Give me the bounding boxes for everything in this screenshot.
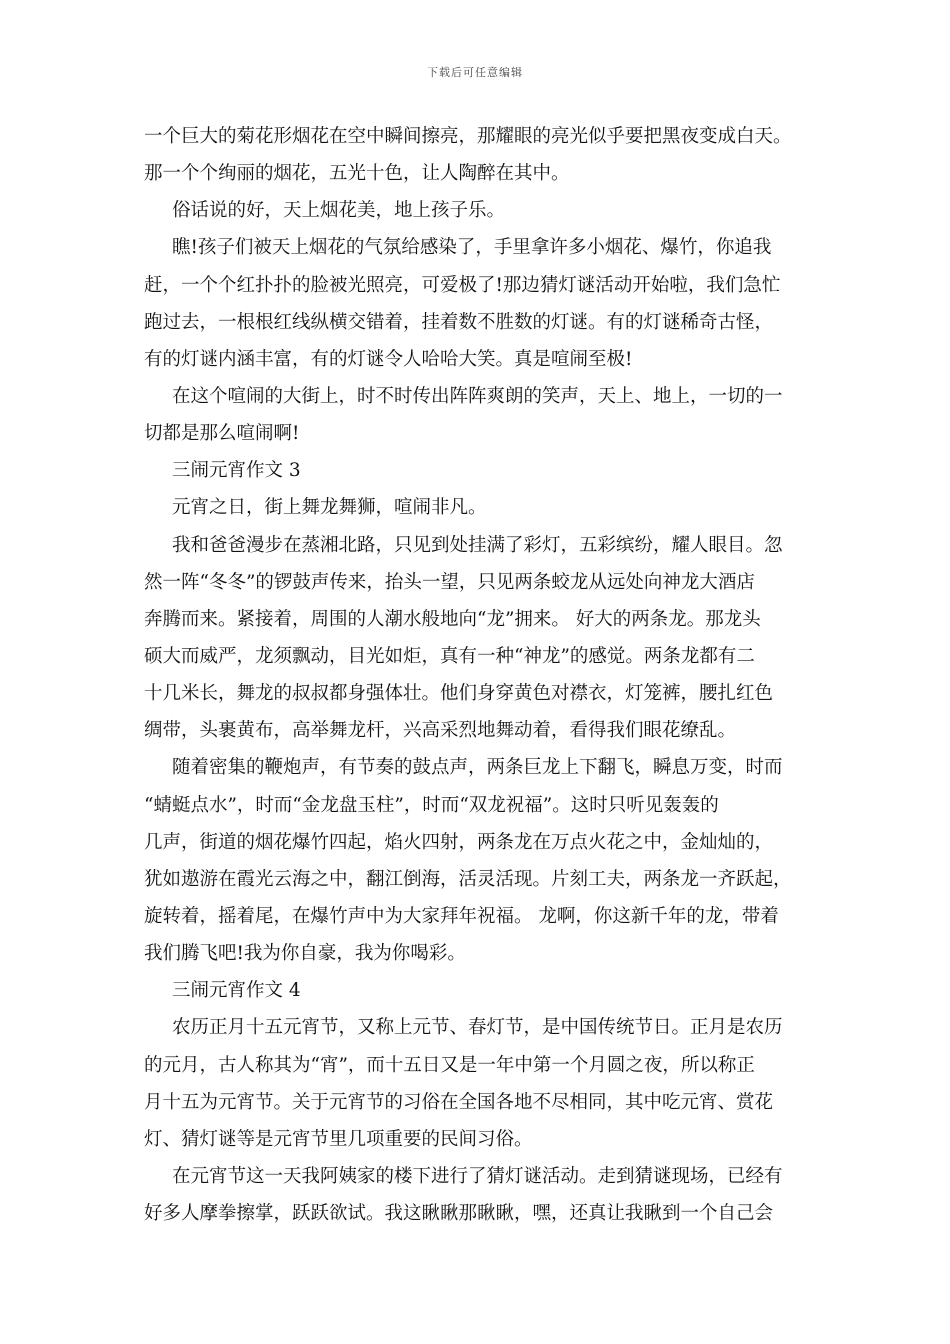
text-line: 然一阵“冬冬”的锣鼓声传来，抬头一望，只见两条蛟龙从远处向神龙大酒店: [144, 571, 755, 593]
text-line: 有的灯谜内涵丰富，有的灯谜令人哈哈大笑。真是喧闹至极!: [144, 348, 633, 370]
text-line: 灯、猜灯谜等是元宵节里几项重要的民间习俗。: [144, 1128, 533, 1150]
text-line: 绸带，头裹黄布，高举舞龙杆，兴高采烈地舞动着，看得我们眼花缭乱。: [144, 720, 737, 742]
text-line: 那一个个绚丽的烟花，五光十色，让人陶醉在其中。: [144, 163, 570, 185]
text-line: 我们腾飞吧!我为你自豪，我为你喝彩。: [144, 943, 466, 965]
text-line: 我和爸爸漫步在蒸湘北路，只见到处挂满了彩灯，五彩缤纷，耀人眼目。忽: [172, 534, 783, 556]
text-line: 瞧!孩子们被天上烟花的气氛给感染了，手里拿许多小烟花、爆竹，你追我: [172, 237, 772, 259]
text-line: 几声，街道的烟花爆竹四起，焰火四射，两条龙在万点火花之中，金灿灿的，: [144, 831, 774, 853]
text-line: 一个巨大的菊花形烟花在空中瞬间擦亮，那耀眼的亮光似乎要把黑夜变成白天。: [144, 126, 792, 147]
text-line: 十几米长，舞龙的叔叔都身强体壮。他们身穿黄色对襟衣，灯笼裤，腰扎红色: [144, 683, 774, 705]
page-header: 下载后可任意编辑: [427, 66, 523, 79]
text-line: 元宵之日，街上舞龙舞狮，喧闹非凡。: [172, 497, 487, 519]
text-line: 赶，一个个红扑扑的脸被光照亮，可爱极了!那边猜灯谜活动开始啦，我们急忙: [144, 274, 781, 296]
document-body: [144, 118, 816, 1232]
text-line: 俗话说的好，天上烟花美，地上孩子乐。: [172, 200, 506, 222]
text-line: 奔腾而来。紧接着，周围的人潮水般地向“龙”拥来。 好大的两条龙。那龙头: [144, 608, 761, 630]
text-line: 犹如遨游在霞光云海之中，翻江倒海，活灵活现。片刻工夫，两条龙一齐跃起，: [144, 868, 792, 890]
text-line: “蜻蜓点水”，时而“金龙盘玉柱”，时而“双龙祝福”。这时只听见轰轰的: [144, 794, 719, 816]
text-line: 跑过去，一根根红线纵横交错着，挂着数不胜数的灯谜。有的灯谜稀奇古怪，: [144, 311, 774, 333]
text-line: 月十五为元宵节。关于元宵节的习俗在全国各地不尽相同，其中吃元宵、赏花: [144, 1091, 774, 1113]
text-line: 随着密集的鞭炮声，有节奏的鼓点声，两条巨龙上下翻飞，瞬息万变，时而: [172, 757, 783, 779]
text-line: 三闹元宵作文 3: [172, 460, 301, 482]
text-line: 旋转着，摇着尾，在爆竹声中为大家拜年祝福。 龙啊，你这新千年的龙，带着: [144, 905, 779, 927]
text-line: 农历正月十五元宵节，又称上元节、春灯节，是中国传统节日。正月是农历: [172, 1017, 783, 1039]
text-line: 在这个喧闹的大街上，时不时传出阵阵爽朗的笑声，天上、地上，一切的一: [172, 385, 783, 407]
text-line: 的元月，古人称其为“宵”，而十五日又是一年中第一个月圆之夜，所以称正: [144, 1054, 755, 1076]
text-line: 硕大而威严，龙须飘动，目光如炬，真有一种“神龙”的感觉。两条龙都有二: [144, 645, 755, 667]
text-line: 切都是那么喧闹啊!: [144, 423, 300, 445]
text-line: 三闹元宵作文 4: [172, 980, 301, 1002]
text-line: 好多人摩拳擦掌，跃跃欲试。我这瞅瞅那瞅瞅，嘿，还真让我瞅到一个自己会: [144, 1203, 774, 1225]
text-line: 在元宵节这一天我阿姨家的楼下进行了猜灯谜活动。走到猜谜现场，已经有: [172, 1165, 783, 1187]
